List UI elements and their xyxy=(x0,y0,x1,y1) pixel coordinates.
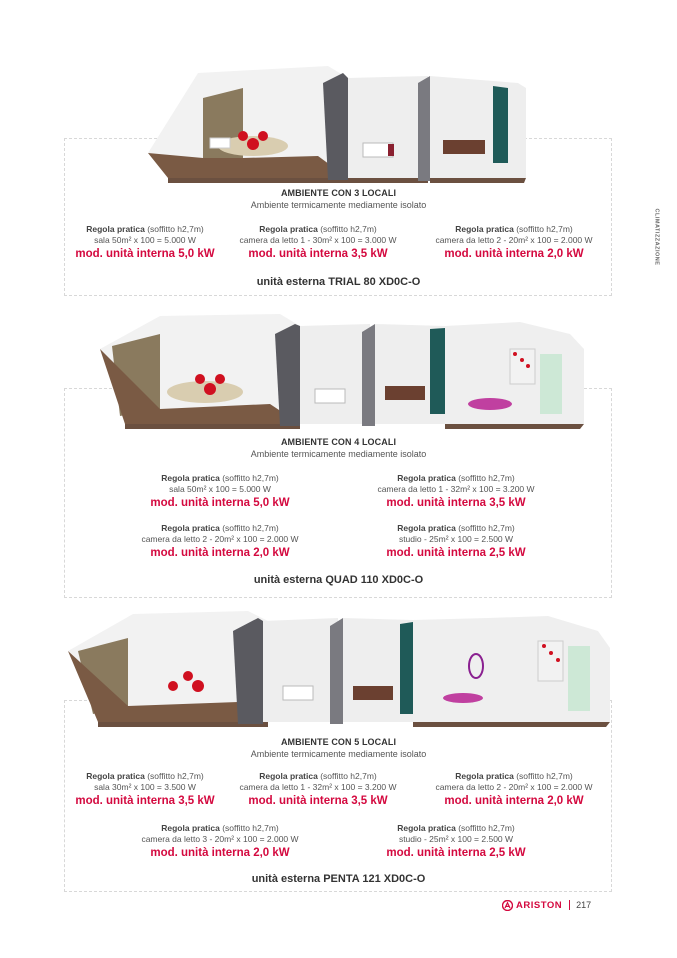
room-calc: camera da letto 2 - 20m² x 100 = 2.000 W xyxy=(141,534,299,544)
side-tab-label: CLIMATIZZAZIONE xyxy=(653,208,660,266)
rule-label: Regola pratica xyxy=(397,823,456,833)
indoor-model: mod. unità interna 3,5 kW xyxy=(386,497,526,509)
section-1-room-2 xyxy=(218,224,418,262)
indoor-model: mod. unità interna 2,0 kW xyxy=(444,795,584,807)
indoor-model: mod. unità interna 3,5 kW xyxy=(75,795,215,807)
rule-note: (soffitto h2,7m) xyxy=(320,771,377,781)
rule-note: (soffitto h2,7m) xyxy=(147,771,204,781)
indoor-model: mod. unità interna 2,0 kW xyxy=(150,847,290,859)
rule-note: (soffitto h2,7m) xyxy=(222,823,279,833)
room-calc: sala 50m² x 100 = 5.000 W xyxy=(169,484,271,494)
footer-separator xyxy=(569,900,570,910)
room-calc: camera da letto 3 - 20m² x 100 = 2.000 W xyxy=(141,834,299,844)
indoor-model: mod. unità interna 2,5 kW xyxy=(386,847,526,859)
outdoor-unit-model: PENTA 121 XD0C-O xyxy=(323,873,426,885)
section-3-room-5 xyxy=(356,823,556,861)
section-1-room-1 xyxy=(45,224,245,262)
rule-label: Regola pratica xyxy=(161,523,220,533)
rule-label: Regola pratica xyxy=(455,771,514,781)
section-3-room-1 xyxy=(45,771,245,809)
section-3-apartment-illustration xyxy=(68,606,610,732)
rule-label: Regola pratica xyxy=(259,771,318,781)
indoor-model: mod. unità interna 2,0 kW xyxy=(444,248,584,260)
section-3-room-3 xyxy=(414,771,614,809)
section-2-subtitle: Ambiente termicamente mediamente isolato xyxy=(250,449,427,459)
rule-note: (soffitto h2,7m) xyxy=(222,473,279,483)
rule-note: (soffitto h2,7m) xyxy=(222,523,279,533)
rule-note: (soffitto h2,7m) xyxy=(516,771,573,781)
indoor-model: mod. unità interna 3,5 kW xyxy=(248,795,388,807)
outdoor-unit-model: QUAD 110 XD0C-O xyxy=(325,574,424,586)
room-calc: camera da letto 1 - 32m² x 100 = 3.200 W xyxy=(377,484,535,494)
section-2-outdoor-unit xyxy=(0,574,677,586)
ariston-logo-icon xyxy=(502,900,513,911)
section-3-outdoor-unit xyxy=(0,873,677,885)
room-calc: camera da letto 2 - 20m² x 100 = 2.000 W xyxy=(435,782,593,792)
section-3-title: AMBIENTE CON 5 LOCALI xyxy=(280,737,397,747)
section-2-room-4 xyxy=(356,523,556,561)
room-calc: sala 30m² x 100 = 3.500 W xyxy=(94,782,196,792)
room-calc: sala 50m² x 100 = 5.000 W xyxy=(94,235,196,245)
outdoor-unit-model: TRIAL 80 XD0C-O xyxy=(328,276,421,288)
section-2-room-3 xyxy=(120,523,320,561)
section-3-subtitle: Ambiente termicamente mediamente isolato xyxy=(250,749,427,759)
room-calc: studio - 25m² x 100 = 2.500 W xyxy=(398,834,514,844)
rule-note: (soffitto h2,7m) xyxy=(458,473,515,483)
indoor-model: mod. unità interna 2,5 kW xyxy=(386,547,526,559)
rule-note: (soffitto h2,7m) xyxy=(320,224,377,234)
rule-label: Regola pratica xyxy=(161,823,220,833)
room-calc: camera da letto 2 - 20m² x 100 = 2.000 W xyxy=(435,235,593,245)
side-tab xyxy=(648,210,662,270)
section-2-apartment-illustration xyxy=(100,304,584,434)
rule-label: Regola pratica xyxy=(86,771,145,781)
brand-name: ARISTON xyxy=(516,899,563,911)
outdoor-unit-prefix: unità esterna xyxy=(256,276,326,288)
section-1-title: AMBIENTE CON 3 LOCALI xyxy=(280,188,397,198)
indoor-model: mod. unità interna 2,0 kW xyxy=(150,547,290,559)
indoor-model: mod. unità interna 5,0 kW xyxy=(150,497,290,509)
rule-note: (soffitto h2,7m) xyxy=(516,224,573,234)
rule-note: (soffitto h2,7m) xyxy=(458,523,515,533)
indoor-model: mod. unità interna 3,5 kW xyxy=(248,248,388,260)
section-1-subtitle: Ambiente termicamente mediamente isolato xyxy=(250,200,427,210)
section-1-apartment-illustration xyxy=(148,48,530,188)
section-1-room-3 xyxy=(414,224,614,262)
rule-note: (soffitto h2,7m) xyxy=(458,823,515,833)
rule-note: (soffitto h2,7m) xyxy=(147,224,204,234)
indoor-model: mod. unità interna 5,0 kW xyxy=(75,248,215,260)
section-2-room-2 xyxy=(356,473,556,511)
rule-label: Regola pratica xyxy=(161,473,220,483)
section-2-room-1 xyxy=(120,473,320,511)
section-1-outdoor-unit xyxy=(0,276,677,288)
page-footer xyxy=(502,898,591,912)
rule-label: Regola pratica xyxy=(397,523,456,533)
section-3-room-2 xyxy=(218,771,418,809)
outdoor-unit-prefix: unità esterna xyxy=(253,574,323,586)
section-3-room-4 xyxy=(120,823,320,861)
room-calc: studio - 25m² x 100 = 2.500 W xyxy=(398,534,514,544)
room-calc: camera da letto 1 - 32m² x 100 = 3.200 W xyxy=(239,782,397,792)
outdoor-unit-prefix: unità esterna xyxy=(251,873,321,885)
page-number: 217 xyxy=(576,900,592,910)
rule-label: Regola pratica xyxy=(259,224,318,234)
section-2-title: AMBIENTE CON 4 LOCALI xyxy=(280,437,397,447)
rule-label: Regola pratica xyxy=(397,473,456,483)
rule-label: Regola pratica xyxy=(86,224,145,234)
room-calc: camera da letto 1 - 30m² x 100 = 3.000 W xyxy=(239,235,397,245)
rule-label: Regola pratica xyxy=(455,224,514,234)
